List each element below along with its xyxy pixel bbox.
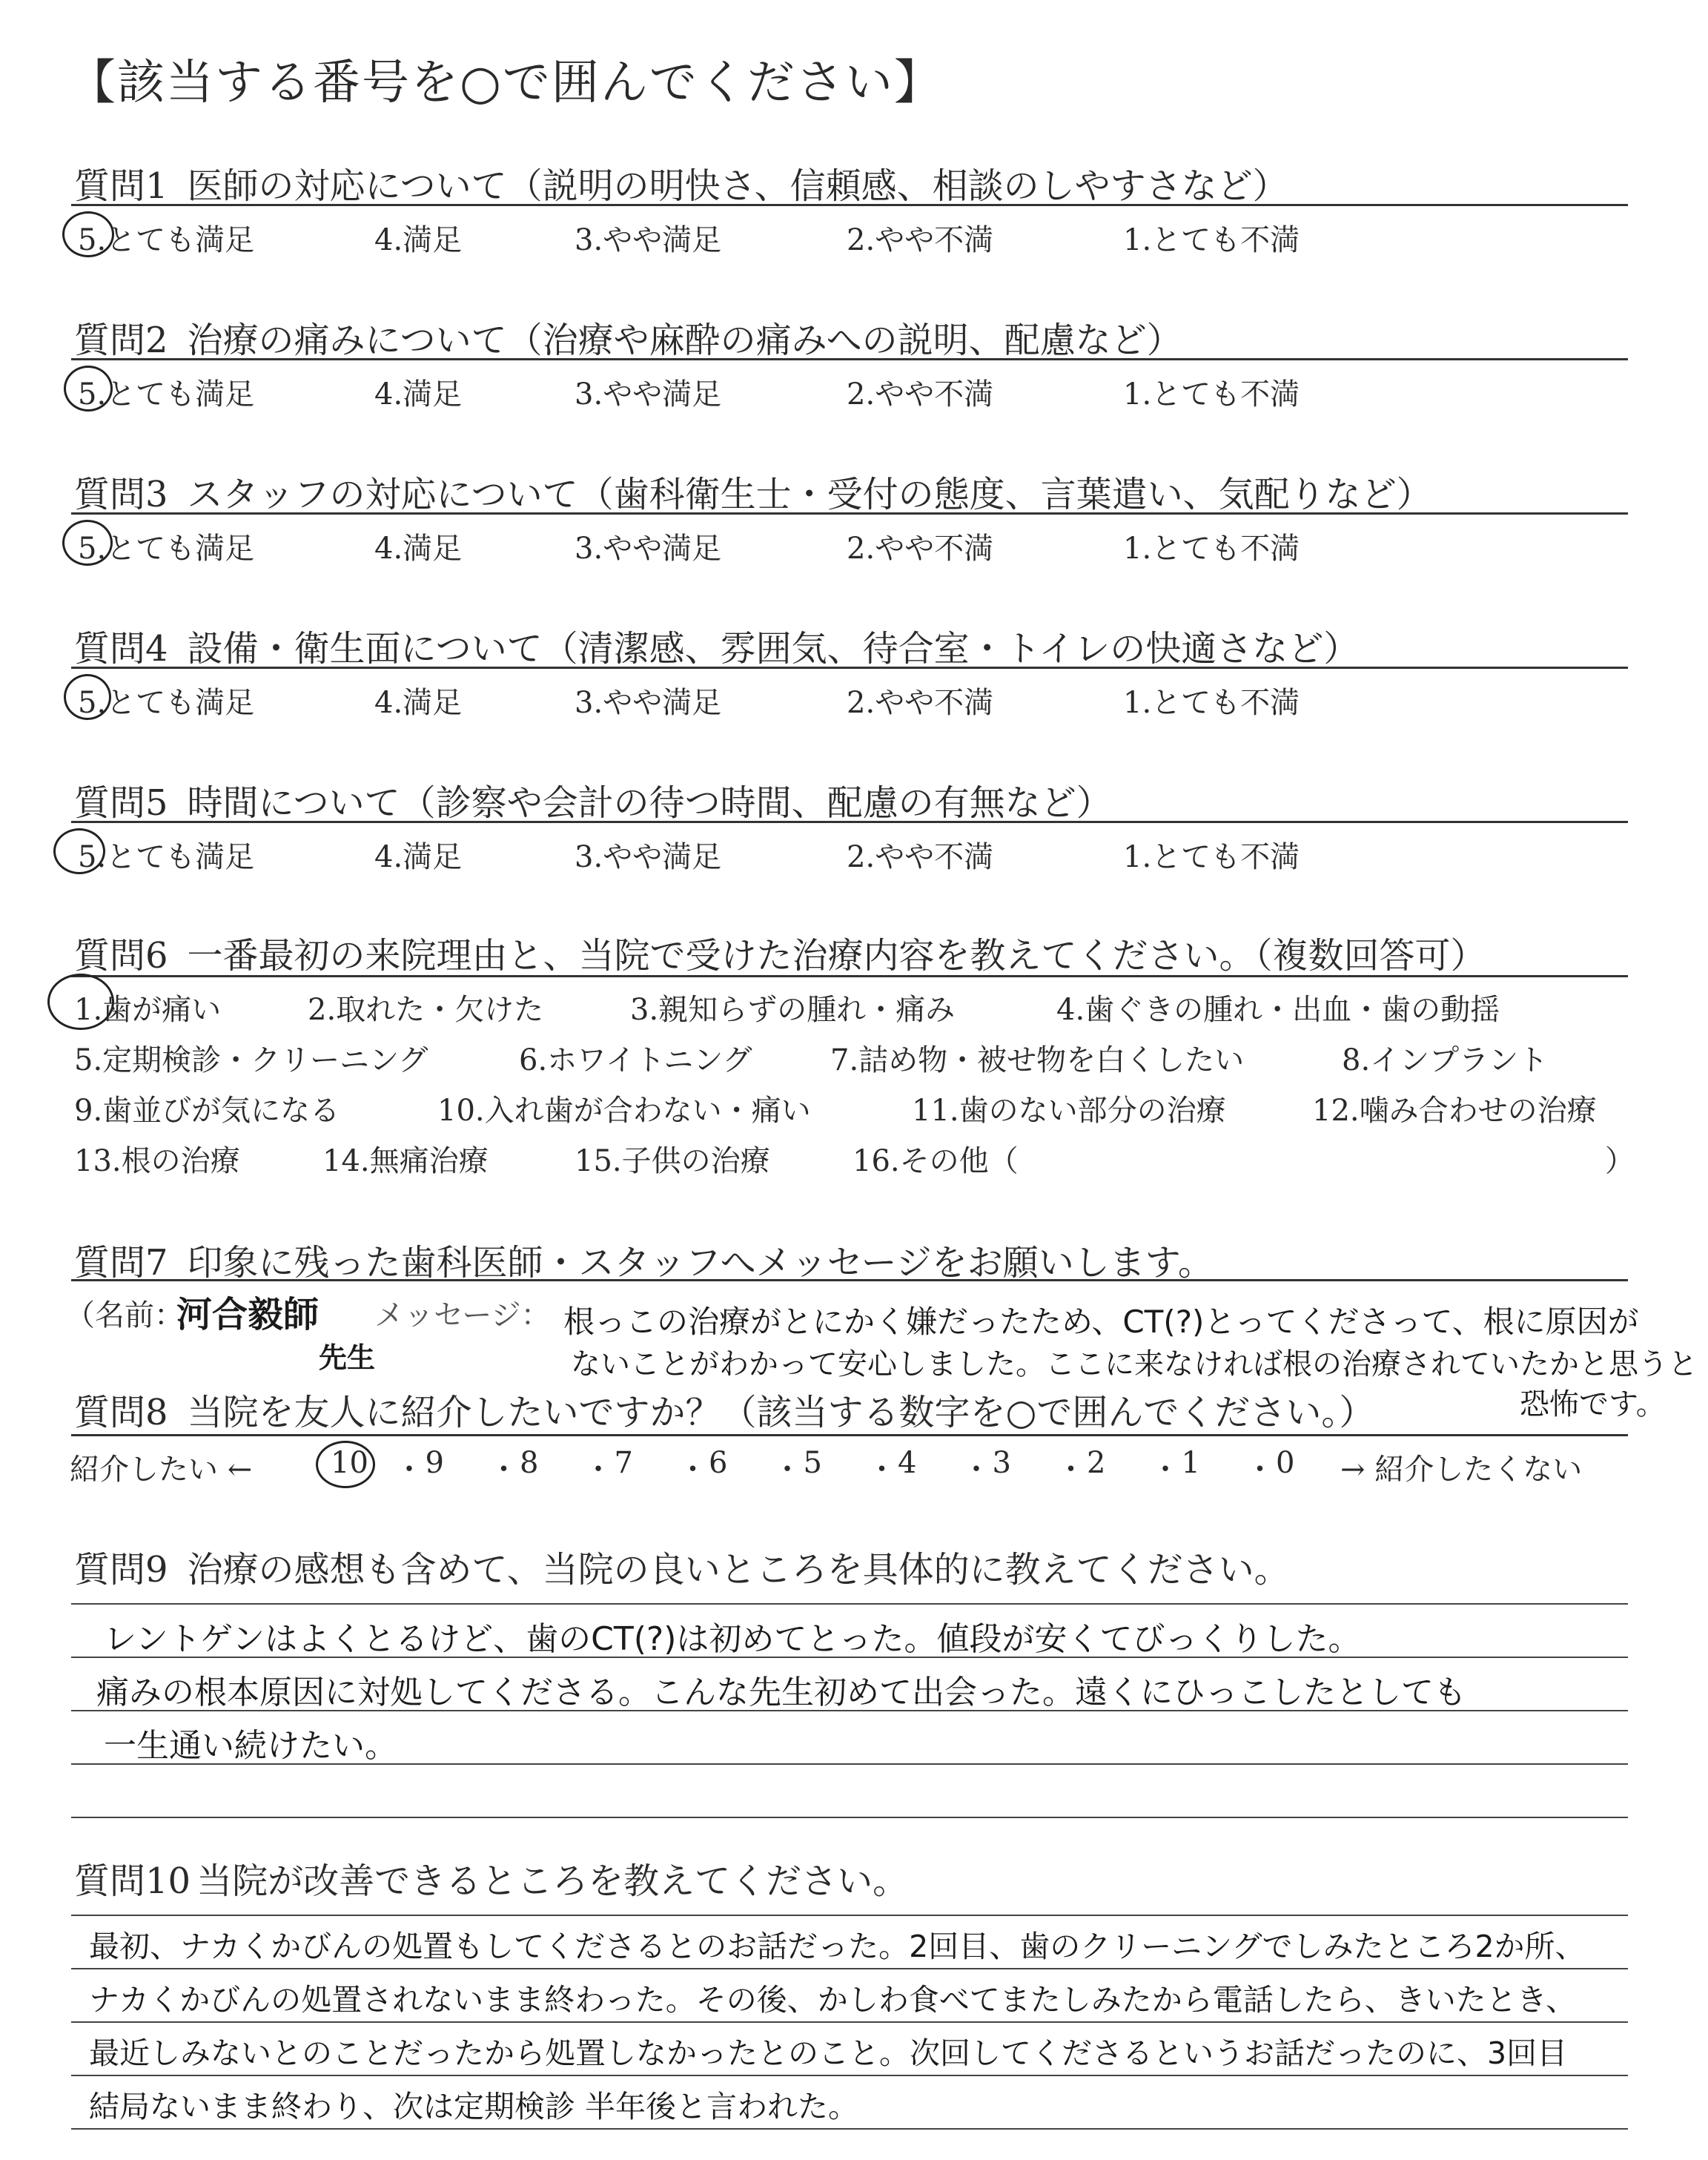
reason-option[interactable]: 11.歯のない部分の治療 bbox=[912, 1094, 1226, 1128]
rating-3[interactable]: 3.やや満足 bbox=[575, 223, 722, 257]
rating-3[interactable]: 3.やや満足 bbox=[575, 686, 722, 720]
scale-value-1[interactable]: 1 bbox=[1181, 1446, 1200, 1480]
message-label: メッセージ： bbox=[374, 1298, 551, 1332]
rating-3[interactable]: 3.やや満足 bbox=[575, 377, 722, 412]
rating-4[interactable]: 4.満足 bbox=[374, 686, 463, 720]
question-number: 質問3 bbox=[74, 474, 168, 515]
question-8 bbox=[74, 1384, 1374, 1435]
handwritten-message-line: ないことがわかって安心しました。ここに来なければ根の治療されていたかと思うと bbox=[571, 1347, 1698, 1381]
reason-option[interactable]: 8.インプラント bbox=[1342, 1043, 1549, 1077]
answer-line bbox=[71, 1603, 1628, 1605]
reason-option[interactable]: 10.入れ歯が合わない・痛い bbox=[437, 1094, 811, 1128]
question-text: 医師の対応について（説明の明快さ、信頼感、相談のしやすさなど） bbox=[187, 165, 1288, 207]
reason-option[interactable]: 15.子供の治療 bbox=[575, 1144, 770, 1178]
rating-2[interactable]: 2.やや不満 bbox=[847, 532, 994, 566]
question-number: 質問2 bbox=[74, 320, 168, 361]
handwritten-answer-line: レントゲンはよくとるけど、歯のCT(?)は初めてとった。値段が安くてびっくりした。 bbox=[104, 1620, 1361, 1658]
rating-4[interactable]: 4.満足 bbox=[374, 532, 463, 566]
answer-line bbox=[71, 2021, 1628, 2023]
scale-separator-dot: ・ bbox=[678, 1453, 708, 1487]
question-9 bbox=[74, 1541, 1290, 1592]
reason-option[interactable]: 14.無痛治療 bbox=[322, 1144, 489, 1178]
reason-option[interactable]: 6.ホワイトニング bbox=[519, 1043, 752, 1077]
answer-line bbox=[71, 1817, 1628, 1818]
rating-4[interactable]: 4.満足 bbox=[374, 377, 463, 412]
scale-value-0[interactable]: 0 bbox=[1276, 1446, 1295, 1480]
question-text: 当院が改善できるところを教えてください。 bbox=[196, 1860, 909, 1902]
divider bbox=[71, 1434, 1628, 1436]
scale-value-5[interactable]: 5 bbox=[803, 1446, 822, 1480]
rating-1[interactable]: 1.とても不満 bbox=[1123, 223, 1300, 257]
reason-option[interactable]: 9.歯並びが気になる bbox=[74, 1094, 340, 1128]
scale-separator-dot: ・ bbox=[394, 1453, 424, 1487]
divider bbox=[71, 821, 1628, 823]
scale-left-label: 紹介したい ← bbox=[70, 1453, 253, 1487]
scale-right-label: → 紹介したくない bbox=[1340, 1453, 1583, 1487]
rating-5[interactable]: 5.とても満足 bbox=[78, 223, 255, 257]
rating-4[interactable]: 4.満足 bbox=[374, 223, 463, 257]
reason-option[interactable]: 3.親知らずの腫れ・痛み bbox=[630, 993, 956, 1027]
rating-4[interactable]: 4.満足 bbox=[374, 840, 463, 874]
handwritten-answer-line: 痛みの根本原因に対処してくださる。こんな先生初めて出会った。遠くにひっこしたとしても bbox=[96, 1674, 1466, 1711]
name-label: （名前： bbox=[65, 1298, 184, 1332]
answer-line bbox=[71, 1915, 1628, 1916]
handwritten-answer-line: 結局ないまま終わり、次は定期検診 半年後と言われた。 bbox=[89, 2089, 859, 2124]
question-text: 一番最初の来院理由と、当院で受けた治療内容を教えてください。（複数回答可） bbox=[187, 935, 1486, 977]
reason-option[interactable]: 1.歯が痛い bbox=[74, 993, 222, 1027]
question-number: 質問4 bbox=[74, 628, 168, 670]
handwritten-answer-line: 最初、ナカくかびんの処置もしてくださるとのお話だった。2回目、歯のクリーニングでしみたところ2か所、 bbox=[89, 1929, 1586, 1964]
rating-2[interactable]: 2.やや不満 bbox=[847, 377, 994, 412]
rating-2[interactable]: 2.やや不満 bbox=[847, 223, 994, 257]
divider bbox=[71, 667, 1628, 669]
question-number: 質問1 bbox=[74, 165, 168, 207]
divider bbox=[71, 1279, 1628, 1281]
handwritten-answer-line: 一生通い続けたい。 bbox=[104, 1727, 397, 1765]
question-number: 質問5 bbox=[74, 782, 168, 824]
reason-option[interactable]: 12.噛み合わせの治療 bbox=[1312, 1094, 1597, 1128]
rating-3[interactable]: 3.やや満足 bbox=[575, 840, 722, 874]
divider bbox=[71, 204, 1628, 206]
scale-separator-dot: ・ bbox=[1245, 1453, 1275, 1487]
question-number: 質問6 bbox=[74, 935, 168, 977]
handwritten-name-suffix: 先生 bbox=[319, 1341, 376, 1374]
question-text: 設備・衛生面について（清潔感、雰囲気、待合室・トイレの快適さなど） bbox=[187, 628, 1360, 670]
handwritten-message-line: 根っこの治療がとにかく嫌だったため、CT(?)とってくださって、根に原因が bbox=[563, 1304, 1639, 1340]
question-text: 当院を友人に紹介したいですか？（該当する数字を○で囲んでください。） bbox=[187, 1392, 1375, 1433]
divider bbox=[71, 512, 1628, 515]
answer-line bbox=[71, 2128, 1628, 2130]
handwritten-answer-line: ナカくかびんの処置されないまま終わった。その後、かしわ食べてまたしみたから電話したら、きいたとき、 bbox=[89, 1982, 1577, 2018]
question-7 bbox=[74, 1234, 1214, 1285]
scale-separator-dot: ・ bbox=[867, 1453, 897, 1487]
scale-value-10[interactable]: 10 bbox=[331, 1446, 368, 1480]
question-4 bbox=[74, 620, 1359, 671]
rating-5[interactable]: 5.とても満足 bbox=[78, 532, 255, 566]
scale-separator-dot: ・ bbox=[772, 1453, 802, 1487]
question-5 bbox=[74, 774, 1112, 825]
reason-option[interactable]: 7.詰め物・被せ物を白くしたい bbox=[830, 1043, 1245, 1077]
rating-3[interactable]: 3.やや満足 bbox=[575, 532, 722, 566]
scale-value-4[interactable]: 4 bbox=[898, 1446, 917, 1480]
scale-value-9[interactable]: 9 bbox=[425, 1446, 444, 1480]
reason-option[interactable]: 2.取れた・欠けた bbox=[308, 993, 544, 1027]
reason-option-close: ） bbox=[1605, 1144, 1635, 1178]
question-text: スタッフの対応について（歯科衛生士・受付の態度、言葉遣い、気配りなど） bbox=[187, 474, 1432, 515]
answer-line bbox=[71, 2075, 1628, 2076]
question-text: 時間について（診察や会計の待つ時間、配慮の有無など） bbox=[187, 782, 1112, 824]
divider bbox=[71, 975, 1628, 977]
question-number: 質問8 bbox=[74, 1392, 168, 1433]
handwritten-message-line: 恐怖です。 bbox=[1520, 1387, 1666, 1421]
question-3 bbox=[74, 466, 1432, 517]
divider bbox=[71, 358, 1628, 360]
scale-value-3[interactable]: 3 bbox=[992, 1446, 1011, 1480]
question-number: 質問9 bbox=[74, 1549, 168, 1591]
scale-separator-dot: ・ bbox=[1151, 1453, 1180, 1487]
reason-option[interactable]: 5.定期検診・クリーニング bbox=[74, 1043, 428, 1077]
scale-separator-dot: ・ bbox=[1056, 1453, 1086, 1487]
scale-separator-dot: ・ bbox=[583, 1453, 613, 1487]
form-title: 【該当する番号を○で囲んでください】 bbox=[68, 56, 943, 110]
answer-line bbox=[71, 1968, 1628, 1969]
question-6 bbox=[74, 927, 1486, 978]
rating-5[interactable]: 5.とても満足 bbox=[78, 686, 255, 720]
rating-2[interactable]: 2.やや不満 bbox=[847, 840, 994, 874]
question-2 bbox=[74, 311, 1182, 363]
rating-1[interactable]: 1.とても不満 bbox=[1123, 377, 1300, 412]
rating-1[interactable]: 1.とても不満 bbox=[1123, 686, 1300, 720]
scale-value-6[interactable]: 6 bbox=[709, 1446, 728, 1480]
question-1 bbox=[74, 157, 1288, 208]
reason-option[interactable]: 16.その他（ bbox=[853, 1144, 1019, 1178]
handwritten-answer-line: 最近しみないとのことだったから処置しなかったとのこと。次回してくださるというお話だったのに、3回目 bbox=[89, 2035, 1568, 2071]
rating-5[interactable]: 5.とても満足 bbox=[78, 840, 255, 874]
rating-2[interactable]: 2.やや不満 bbox=[847, 686, 994, 720]
question-10 bbox=[74, 1852, 908, 1903]
question-text: 印象に残った歯科医師・スタッフへメッセージをお願いします。 bbox=[187, 1242, 1214, 1284]
rating-5[interactable]: 5.とても満足 bbox=[78, 377, 255, 412]
handwritten-name: 河合毅師 bbox=[176, 1294, 320, 1335]
scale-value-7[interactable]: 7 bbox=[614, 1446, 633, 1480]
question-text: 治療の感想も含めて、当院の良いところを具体的に教えてください。 bbox=[187, 1549, 1290, 1591]
scale-separator-dot: ・ bbox=[489, 1453, 519, 1487]
rating-1[interactable]: 1.とても不満 bbox=[1123, 532, 1300, 566]
rating-1[interactable]: 1.とても不満 bbox=[1123, 840, 1300, 874]
reason-option[interactable]: 4.歯ぐきの腫れ・出血・歯の動揺 bbox=[1056, 993, 1500, 1027]
scale-value-2[interactable]: 2 bbox=[1087, 1446, 1106, 1480]
scale-value-8[interactable]: 8 bbox=[520, 1446, 539, 1480]
scale-separator-dot: ・ bbox=[961, 1453, 991, 1487]
question-number: 質問10 bbox=[74, 1860, 191, 1902]
reason-option[interactable]: 13.根の治療 bbox=[74, 1144, 240, 1178]
question-number: 質問7 bbox=[74, 1242, 168, 1284]
question-text: 治療の痛みについて（治療や麻酔の痛みへの説明、配慮など） bbox=[187, 320, 1182, 361]
